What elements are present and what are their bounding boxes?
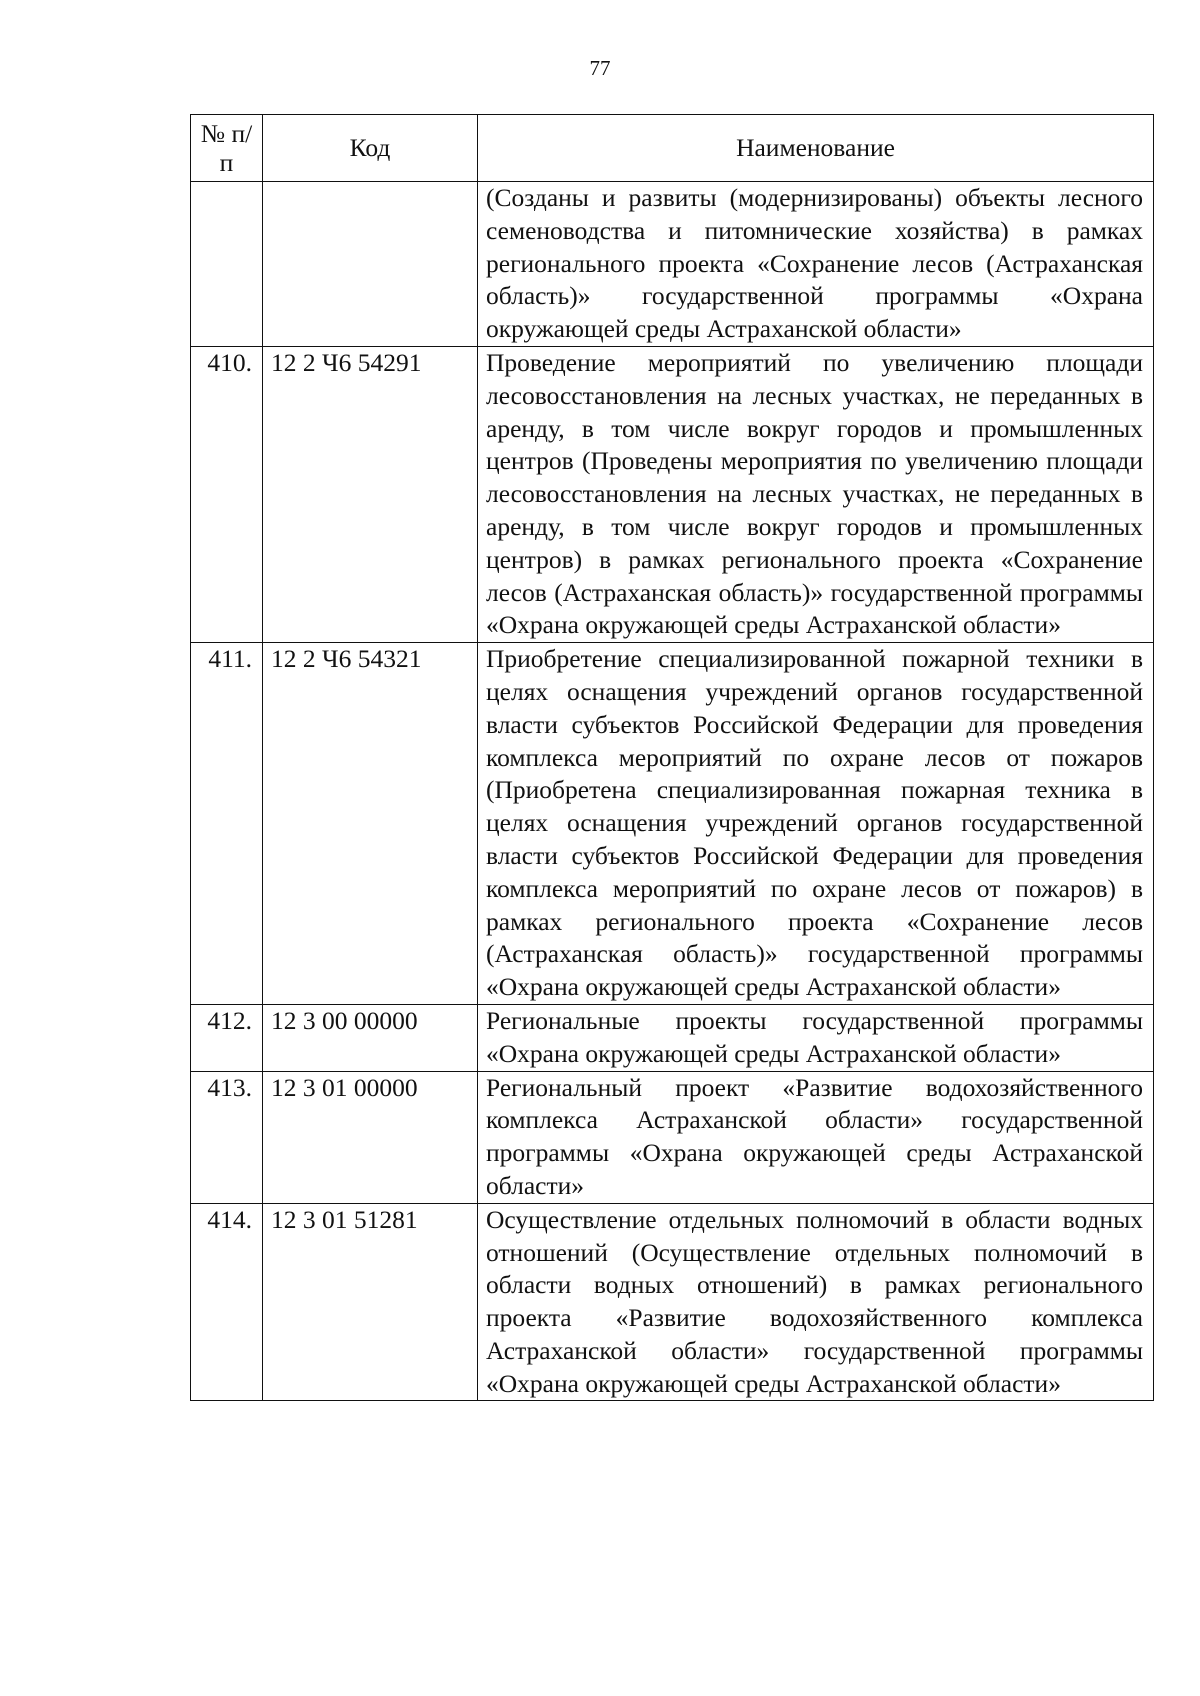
- row-number: 410.: [191, 346, 263, 642]
- table-row: [191, 182, 1154, 347]
- row-number: 413.: [191, 1071, 263, 1203]
- table-row: [191, 643, 1154, 1005]
- table-row: [191, 1004, 1154, 1071]
- table-row: [191, 346, 1154, 642]
- row-name: Осуществление отдельных полномочий в области водных отношений (Осуществление отдельных полномочий в области водных отношений) в рамках регионального проекта «Развитие водохозяйственного комплекса Астраханской области» государственной программы «Охрана окружающей среды Астраханской области»: [478, 1203, 1154, 1401]
- page-number: 77: [589, 56, 611, 80]
- row-code: [263, 182, 478, 347]
- row-number: 411.: [191, 643, 263, 1005]
- row-code: 12 2 Ч6 54291: [263, 346, 478, 642]
- header-code: Код: [263, 115, 478, 182]
- row-name: Приобретение специализированной пожарной техники в целях оснащения учреждений органов государственной власти субъектов Российской Федерации для проведения комплекса мероприятий по охране лесов от пожаров (Приобретена специализированная пожарная техника в целях оснащения учреждений органов государственной власти субъектов Российской Федерации для проведения комплекса мероприятий по охране лесов от пожаров) в рамках регионального проекта «Сохранение лесов (Астраханская область)» государственной программы «Охрана окружающей среды Астраханской области»: [478, 643, 1154, 1005]
- budget-classification-table: [190, 114, 1154, 1401]
- row-number: 412.: [191, 1004, 263, 1071]
- row-name: Проведение мероприятий по увеличению площади лесовосстановления на лесных участках, не переданных в аренду, в том числе вокруг городов и промышленных центров (Проведены мероприятия по увеличению площади лесовосстановления на лесных участках, не переданных в аренду, в том числе вокруг городов и промышленных центров) в рамках регионального проекта «Сохранение лесов (Астраханская область)» государственной программы «Охрана окружающей среды Астраханской области»: [478, 346, 1154, 642]
- header-number: № п/п: [191, 115, 263, 182]
- row-number: [191, 182, 263, 347]
- table-row: [191, 1071, 1154, 1203]
- row-name: Региональные проекты государственной программы «Охрана окружающей среды Астраханской области»: [478, 1004, 1154, 1071]
- row-name: (Созданы и развиты (модернизированы) объекты лесного семеноводства и питомнические хозяйства) в рамках регионального проекта «Сохранение лесов (Астраханская область)» государственной программы «Охрана окружающей среды Астраханской области»: [478, 182, 1154, 347]
- row-code: 12 3 01 00000: [263, 1071, 478, 1203]
- table-row: [191, 1203, 1154, 1401]
- row-code: 12 2 Ч6 54321: [263, 643, 478, 1005]
- row-code: 12 3 00 00000: [263, 1004, 478, 1071]
- row-number: 414.: [191, 1203, 263, 1401]
- table-header-row: [191, 115, 1154, 182]
- header-name: Наименование: [478, 115, 1154, 182]
- row-code: 12 3 01 51281: [263, 1203, 478, 1401]
- row-name: Региональный проект «Развитие водохозяйственного комплекса Астраханской области» государственной программы «Охрана окружающей среды Астраханской области»: [478, 1071, 1154, 1203]
